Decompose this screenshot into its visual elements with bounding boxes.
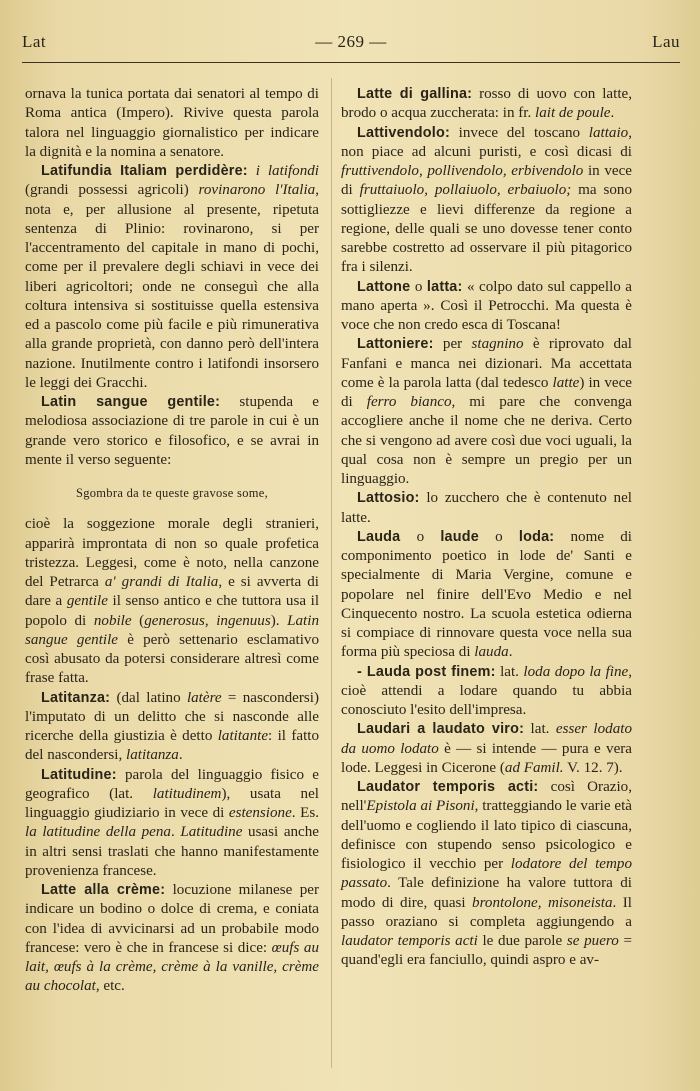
headword-connector: o <box>400 528 441 545</box>
entry-definition: « colpo dato sul cappello a mano aperta ». Così il Petrocchi. Ma questa è voce che non credo esca di Toscana! <box>341 278 632 333</box>
dictionary-entry <box>25 689 319 766</box>
dictionary-entry <box>25 881 319 997</box>
entry-headword: Latitudine: <box>41 766 117 783</box>
entry-headword-variant: loda: <box>518 528 555 545</box>
column-separator <box>331 78 332 1068</box>
headword-connector: o <box>478 528 519 545</box>
dictionary-entry <box>25 766 319 882</box>
entry-definition: locuzione milanese per indicare un bodino o dolce di crema, e coniata con l'idea di avvicinarsi ad un probabile modo francese: vero è che in francese si dice: œufs au lait, œufs à la crème, crème à la vanille, crème au chocolat, etc. <box>25 882 319 995</box>
dictionary-entry <box>341 720 632 778</box>
running-header <box>22 32 680 56</box>
header-rule <box>22 62 680 63</box>
entry-definition: (dal latino latère = nascondersi) l'imputato di un delitto che si nasconde alle ricerche della giustizia è detto latitante: il fatto del nascondersi, latitanza. <box>25 689 319 764</box>
header-right-guideword: Lau <box>652 32 680 51</box>
entry-headword: Lauda <box>357 528 401 545</box>
entry-definition: invece del toscano lattaio, non piace ad alcuni puristi, e così dicasi di fruttivendolo, pollivendolo, erbivendolo in vece di fruttaiuolo, pollaiuolo, erbaiuolo; ma sono sottigliezze e lievi differenze da regione a regione, delle quali se uno dovesse tener conto sarebbe costretto ad osservare il più pitagorico fra i silenzi. <box>341 124 632 276</box>
entry-definition: parola del linguaggio fisico e geografico (lat. latitudinem), usata nel linguaggio giudiziario in vece di estensione. Es. la latitudine della pena. Latitudine usasi anche in altri sensi traslati che hanno manifestamente provenienza francese. <box>25 766 320 879</box>
entry-definition: nome di componimento poetico in lode de' Santi e specialmente di Maria Vergine, comune e popolare nel finire dell'Evo Medio e nel Cinquecento nostro. La scuola estetica odierna si compiace di rinnovare questa voce nella sua forma più speciosa di lauda. <box>341 528 632 661</box>
entry-headword: Latin sangue gentile: <box>41 394 221 410</box>
entry-definition: lat. esser lodato da uomo lodato è — si intende — pura e vera lode. Leggesi in Cicerone (ad Famil. V. 12. 7). <box>341 721 632 776</box>
continued-paragraph: ornava la tunica portata dai senatori al tempo di Roma antica (Impero). Rivive questa parola talora nel linguaggio giornalistico per indicare la dignità e la nomina a senatore. <box>25 86 319 160</box>
entry-definition: così Orazio, nell'Epistola ai Pisoni, tratteggiando le varie età dell'uomo e cogliendo il lato tipico di ciascuna, definisce con stupendo senso psicologico e fisiologico il vecchio per lodatore del tempo passato. Tale definizione ha valore tuttora di modo di dire, quasi brontolone, misoneista. Il passo oraziano si completa aggiungendo a laudator temporis acti le due parole se puero = quand'egli era fanciullo, quindi aspro e av- <box>341 779 633 969</box>
entry-headword: Latifundia Italiam perdidère: <box>41 163 248 179</box>
entry-headword: Lattosio: <box>357 490 420 507</box>
entry-headword: Latitanza: <box>41 689 111 706</box>
entry-definition: rosso di uovo con latte, brodo o acqua zuccherata: in fr. lait de poule. <box>341 86 632 122</box>
entry-headword: Laudari a laudato viro: <box>357 721 525 738</box>
entry-headword: Lauda post finem: <box>366 663 496 680</box>
dictionary-entry <box>25 393 319 470</box>
dictionary-entry <box>341 278 632 336</box>
entry-definition: lat. loda dopo la fine, cioè attendi a lodare quando tu abbia conosciuto l'esito dell'impresa. <box>341 663 632 718</box>
left-column <box>25 85 319 997</box>
entry-definition: per stagnino è riprovato dal Fanfani e manca nei dizionari. Ma accettata come è la parola latta (dal tedesco latte) in vece di ferro bianco, mi pare che convenga accogliere anche il nome che ne deriva. Certo che si vengono ad avere così due voci uguali, la qual cosa non è sempre un pregio per un linguaggio. <box>341 336 633 487</box>
dictionary-entry <box>341 85 632 124</box>
entry-headword: Lattone <box>357 278 411 295</box>
headword-connector: o <box>410 278 427 295</box>
entry-headword: Laudator temporis acti: <box>357 779 539 795</box>
entry-definition: i latifondi (grandi possessi agricoli) rovinarono l'Italia, nota e, per allusione al presente, ripetuta sentenza di Plinio: rovinarono, si per l'accentramento del capitale in mano di pochi, come per il prevalere degli schiavi in vece dei liberi agricoltori; onde ne conseguì che alla coltura intensiva si sostituisse quella estensiva ed a pascolo come più facile e più rimunerativa alla grande proprietà, con danno però dell'intera nazione. Inutilmente contro i latifondi insorsero le leggi dei Gracchi. <box>25 163 319 391</box>
entry-definition: lo zucchero che è contenuto nel latte. <box>341 490 632 526</box>
dictionary-entry <box>341 335 632 489</box>
continued-paragraph: cioè la soggezione morale degli stranieri, apparirà improntata di non so quale profetica tristezza. Leggesi, come è noto, nella canzone del Petrarca a' grandi di Italia, e si avverta di dare a gentile il senso antico e che tuttora usa il popolo di nobile (generosus, ingenuus). Latin sangue gentile è però settenario esclamativo così abusato da potersi considerare altresì come frase fatta. <box>25 516 320 687</box>
entry-headword: Latte di gallina: <box>357 86 473 102</box>
dictionary-entry <box>341 124 632 278</box>
dictionary-entry <box>341 528 632 663</box>
entry-headword: Lattoniere: <box>357 336 434 353</box>
verse-quotation: Sgombra da te queste gravose some, <box>75 486 269 500</box>
entry-prefix: - <box>357 663 367 680</box>
entry-headword-variant: latta: <box>426 278 463 295</box>
right-column <box>341 85 632 971</box>
entry-definition: stupenda e melodiosa associazione di tre parole in cui è un grande vero storico e filosofico, e se avrai in mente il verso seguente: <box>25 394 319 468</box>
dictionary-entry <box>341 489 632 528</box>
entry-headword: Lattivendolo: <box>357 124 450 141</box>
dictionary-entry <box>341 663 632 721</box>
header-left-guideword: Lat <box>22 32 47 51</box>
dictionary-entry <box>25 162 319 393</box>
dictionary-entry <box>341 778 632 971</box>
page-number: — 269 — <box>315 32 387 51</box>
entry-headword: Latte alla crème: <box>41 882 166 898</box>
entry-headword-variant: laude <box>440 528 479 545</box>
